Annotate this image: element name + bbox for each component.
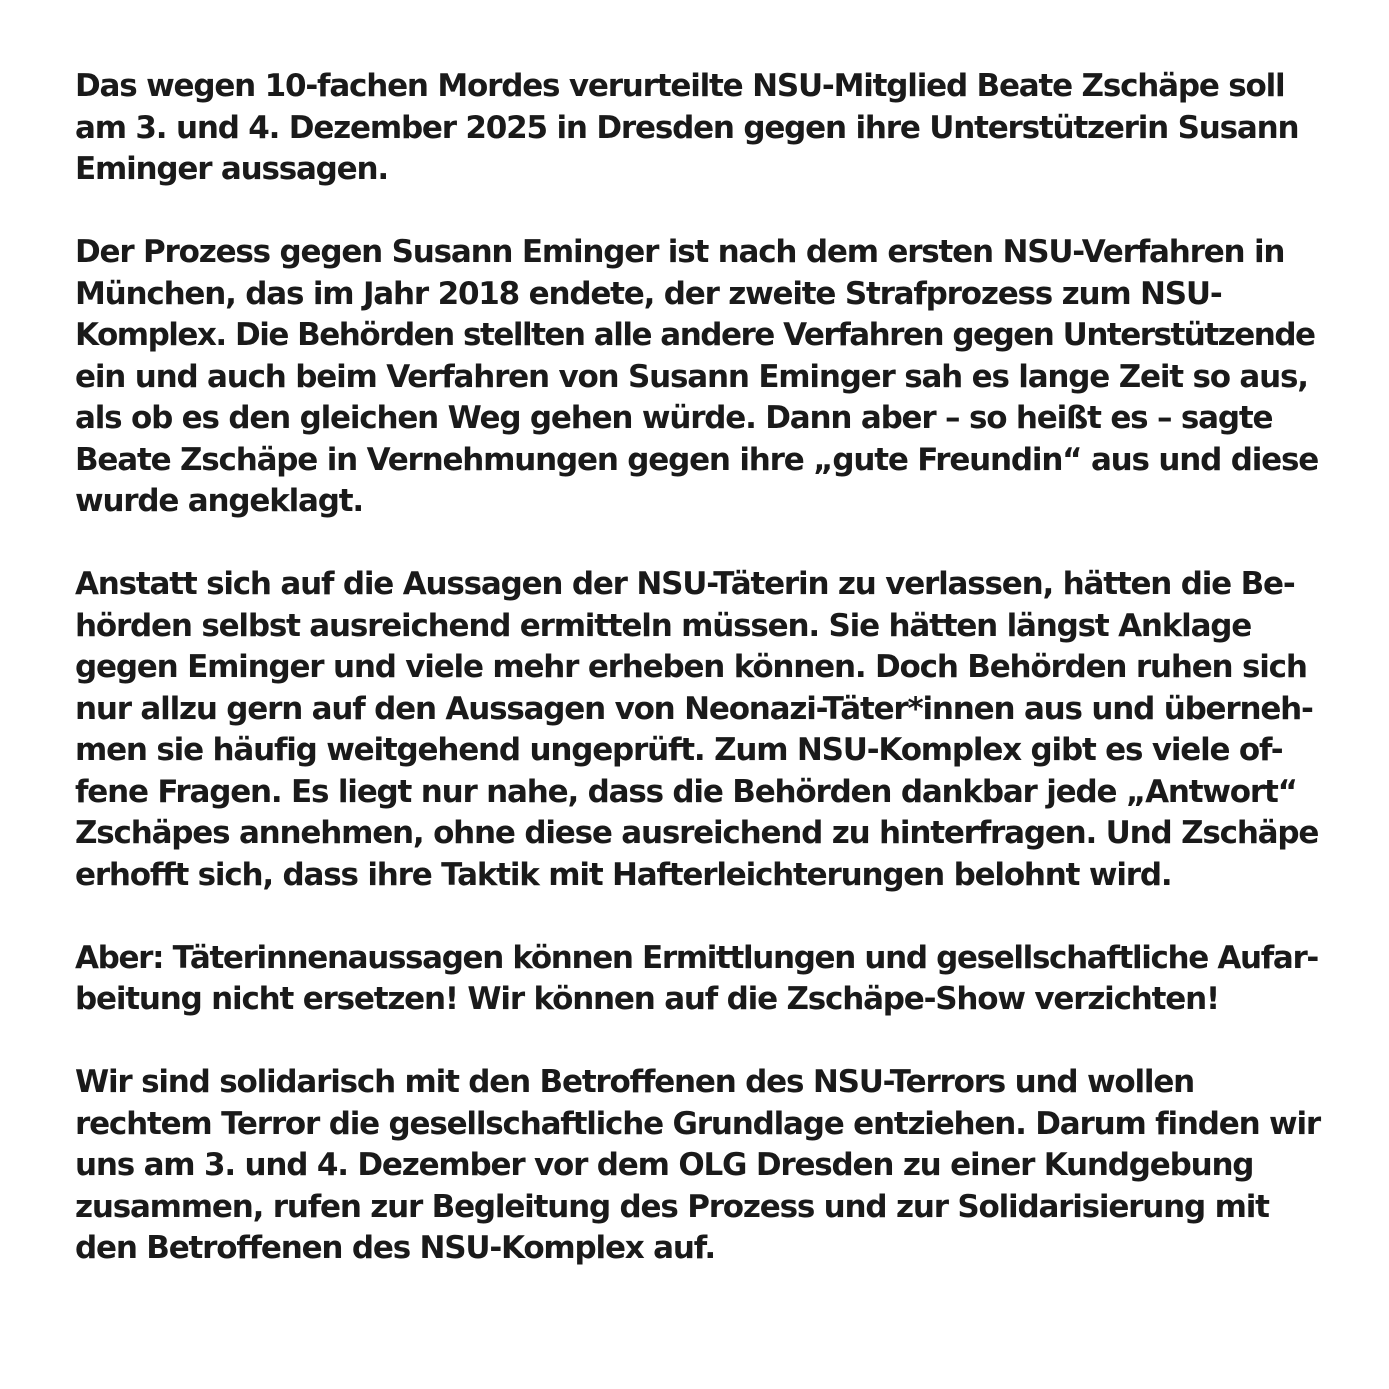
paragraph-2 xyxy=(75,232,1320,523)
text-line: Wir sind solidarisch mit den Betroffenen des NSU-Terrors und wollen xyxy=(75,1064,1195,1100)
paragraph-1 xyxy=(75,66,1320,191)
text-line: beitung nicht ersetzen! Wir können auf die Zschäpe-Show verzichten! xyxy=(75,981,1219,1017)
text-line: Anstatt sich auf die Aussagen der NSU-Täterin zu verlassen, hätten die Be- xyxy=(75,566,1295,602)
paragraph-5 xyxy=(75,1062,1320,1270)
text-line: den Betroffenen des NSU-Komplex auf. xyxy=(75,1230,715,1266)
text-line: Beate Zschäpe in Vernehmungen gegen ihre „gute Freundin“ aus und diese xyxy=(75,441,1319,478)
text-line: zusammen, rufen zur Begleitung des Prozess und zur Solidarisierung mit xyxy=(75,1188,1269,1225)
document-body xyxy=(75,66,1320,1311)
text-line: Komplex. Die Behörden stellten alle andere Verfahren gegen Unterstützende xyxy=(75,317,1315,353)
text-line: Eminger aussagen. xyxy=(75,151,388,187)
text-line: München, das im Jahr 2018 endete, der zweite Strafprozess zum NSU- xyxy=(75,275,1222,312)
text-line: als ob es den gleichen Weg gehen würde. Dann aber – so heißt es – sagte xyxy=(75,400,1273,436)
text-line: fene Fragen. Es liegt nur nahe, dass die Behörden dankbar jede „Antwort“ xyxy=(75,773,1297,810)
text-line: uns am 3. und 4. Dezember vor dem OLG Dresden zu einer Kundgebung xyxy=(75,1147,1254,1183)
text-line: ein und auch beim Verfahren von Susann Eminger sah es lange Zeit so aus, xyxy=(75,358,1308,395)
text-line: am 3. und 4. Dezember 2025 in Dresden gegen ihre Unterstützerin Susann xyxy=(75,109,1299,146)
text-line: wurde angeklagt. xyxy=(75,483,363,519)
text-line: nur allzu gern auf den Aussagen von Neonazi-Täter*innen aus und überneh- xyxy=(75,690,1313,727)
text-line: men sie häufig weitgehend ungeprüft. Zum NSU-Komplex gibt es viele of- xyxy=(75,732,1283,768)
text-line: Aber: Täterinnenaussagen können Ermittlungen und gesellschaftliche Aufar- xyxy=(75,939,1318,976)
text-line: Das wegen 10-fachen Mordes verurteilte NSU-Mitglied Beate Zschäpe soll xyxy=(75,68,1285,104)
paragraph-4 xyxy=(75,938,1320,1021)
text-line: erhofft sich, dass ihre Taktik mit Hafterleichterungen belohnt wird. xyxy=(75,856,1172,893)
text-line: Der Prozess gegen Susann Eminger ist nach dem ersten NSU-Verfahren in xyxy=(75,234,1285,270)
text-line: hörden selbst ausreichend ermitteln müssen. Sie hätten längst Anklage xyxy=(75,607,1252,644)
text-line: Zschäpes annehmen, ohne diese ausreichend zu hinterfragen. Und Zschäpe xyxy=(75,815,1319,851)
text-line: rechtem Terror die gesellschaftliche Grundlage entziehen. Darum finden wir xyxy=(75,1105,1320,1142)
text-line: gegen Eminger und viele mehr erheben können. Doch Behörden ruhen sich xyxy=(75,649,1307,685)
paragraph-3 xyxy=(75,564,1320,896)
